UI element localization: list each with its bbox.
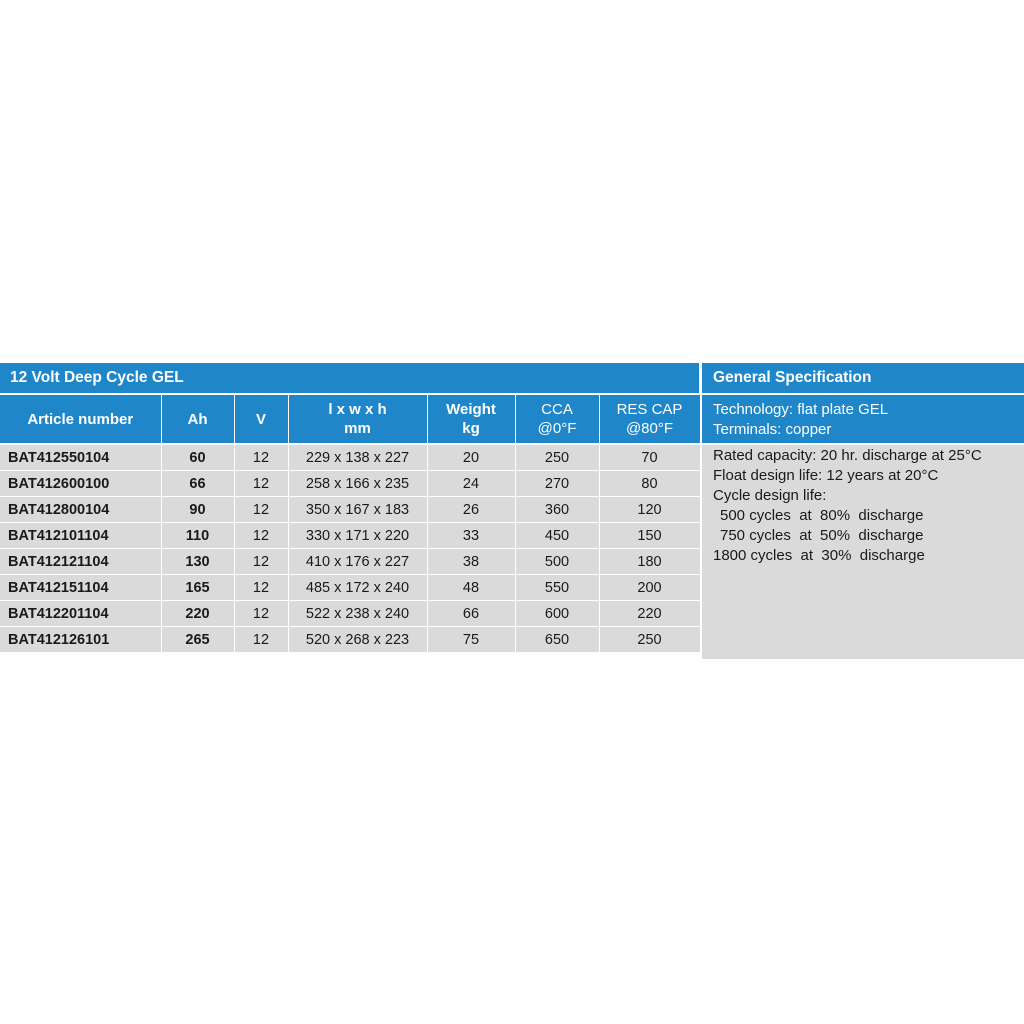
cell-cca: 250 [515, 444, 599, 471]
table-row [0, 471, 700, 497]
cell-article: BAT412600100 [0, 471, 161, 497]
cell-cca: 360 [515, 497, 599, 523]
cell-res-cap: 220 [599, 601, 700, 627]
table-row [0, 601, 700, 627]
cell-cca: 500 [515, 549, 599, 575]
cell-weight: 66 [427, 601, 515, 627]
spec-technology: Technology: flat plate GEL [713, 401, 889, 418]
cell-article: BAT412121104 [0, 549, 161, 575]
spec-title: General Specification [702, 363, 1024, 393]
cell-cca: 550 [515, 575, 599, 601]
cell-v: 12 [234, 549, 288, 575]
cell-v: 12 [234, 497, 288, 523]
spec-body-panel [702, 445, 1024, 659]
cell-ah: 165 [161, 575, 234, 601]
cell-v: 12 [234, 601, 288, 627]
cell-v: 12 [234, 523, 288, 549]
cell-weight: 20 [427, 444, 515, 471]
cell-weight: 38 [427, 549, 515, 575]
cell-weight: 26 [427, 497, 515, 523]
cell-ah: 265 [161, 627, 234, 653]
cell-ah: 60 [161, 444, 234, 471]
spec-cycle-30: 1800 cycles at 30% discharge [713, 547, 925, 564]
cell-dimensions: 258 x 166 x 235 [288, 471, 427, 497]
cell-article: BAT412126101 [0, 627, 161, 653]
table-row [0, 575, 700, 601]
cell-res-cap: 200 [599, 575, 700, 601]
table-title: 12 Volt Deep Cycle GEL [0, 363, 699, 393]
cell-res-cap: 250 [599, 627, 700, 653]
header-label: Ah [187, 410, 208, 428]
spec-float-life: Float design life: 12 years at 20°C [713, 467, 939, 484]
cell-dimensions: 410 x 176 x 227 [288, 549, 427, 575]
cell-article: BAT412151104 [0, 575, 161, 601]
cell-article: BAT412550104 [0, 444, 161, 471]
cell-res-cap: 80 [599, 471, 700, 497]
table-row [0, 444, 700, 471]
cell-res-cap: 120 [599, 497, 700, 523]
header-unit: mm [344, 420, 371, 437]
cell-res-cap: 70 [599, 444, 700, 471]
cell-weight: 75 [427, 627, 515, 653]
table-row [0, 549, 700, 575]
cell-ah: 66 [161, 471, 234, 497]
cell-v: 12 [234, 471, 288, 497]
cell-dimensions: 350 x 167 x 183 [288, 497, 427, 523]
table-header-row [0, 395, 700, 444]
spec-cycle-50: 750 cycles at 50% discharge [720, 527, 924, 544]
cell-weight: 48 [427, 575, 515, 601]
cell-dimensions: 485 x 172 x 240 [288, 575, 427, 601]
header-res-cap [599, 395, 700, 444]
table-row [0, 497, 700, 523]
spec-rated-capacity: Rated capacity: 20 hr. discharge at 25°C [713, 447, 982, 464]
cell-cca: 600 [515, 601, 599, 627]
header-label: Article number [27, 410, 134, 428]
cell-weight: 24 [427, 471, 515, 497]
cell-ah: 220 [161, 601, 234, 627]
cell-dimensions: 520 x 268 x 223 [288, 627, 427, 653]
cell-cca: 270 [515, 471, 599, 497]
cell-ah: 90 [161, 497, 234, 523]
header-label: CCA [541, 401, 573, 418]
cell-article: BAT412201104 [0, 601, 161, 627]
spec-cycle-life: Cycle design life: [713, 487, 827, 504]
spec-header-panel [702, 395, 1024, 443]
cell-v: 12 [234, 444, 288, 471]
spec-terminals: Terminals: copper [713, 421, 832, 438]
cell-article: BAT412800104 [0, 497, 161, 523]
header-unit: kg [462, 420, 480, 437]
battery-table [0, 395, 701, 653]
cell-v: 12 [234, 627, 288, 653]
cell-cca: 650 [515, 627, 599, 653]
table-row [0, 627, 700, 653]
header-cca [515, 395, 599, 444]
table-row [0, 523, 700, 549]
header-v [234, 395, 288, 444]
cell-res-cap: 180 [599, 549, 700, 575]
header-label: Weight [446, 401, 496, 418]
header-ah [161, 395, 234, 444]
cell-weight: 33 [427, 523, 515, 549]
header-unit: @80°F [625, 420, 674, 437]
cell-dimensions: 522 x 238 x 240 [288, 601, 427, 627]
cell-ah: 110 [161, 523, 234, 549]
header-dimensions [288, 395, 427, 444]
cell-dimensions: 330 x 171 x 220 [288, 523, 427, 549]
header-article-number [0, 395, 161, 444]
cell-v: 12 [234, 575, 288, 601]
header-label: RES CAP [616, 401, 683, 418]
cell-ah: 130 [161, 549, 234, 575]
cell-cca: 450 [515, 523, 599, 549]
header-weight [427, 395, 515, 444]
header-label: l x w x h [328, 401, 387, 418]
spec-cycle-80: 500 cycles at 80% discharge [720, 507, 924, 524]
cell-dimensions: 229 x 138 x 227 [288, 444, 427, 471]
header-unit: @0°F [537, 420, 577, 437]
header-label: V [255, 410, 266, 428]
cell-res-cap: 150 [599, 523, 700, 549]
cell-article: BAT412101104 [0, 523, 161, 549]
